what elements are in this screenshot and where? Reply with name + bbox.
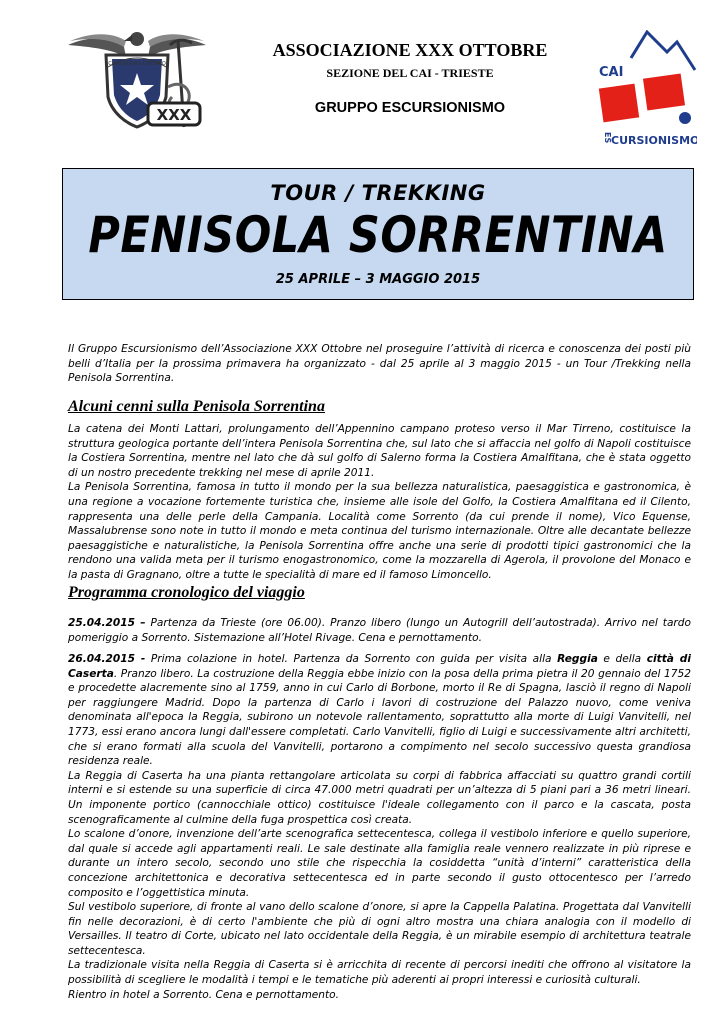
intro-paragraph: Il Gruppo Escursionismo dell’Associazione XXX Ottobre nel proseguire l’attività di ricerca e conoscenza dei posti più belli d’Italia per la prossima primavera ha organizzato - dal 25 aprile al 3 maggio 2015 - un Tour /Trekking nella Penisola Sorrentina. (68, 343, 691, 385)
day2-text-a: Prima colazione in hotel. Partenza da Sorrento con guida per visita alla (145, 653, 558, 665)
title-banner (62, 168, 694, 300)
banner-title: PENISOLA SORRENTINA (88, 207, 668, 265)
day2-p5: La tradizionale visita nella Reggia di Caserta si è arricchita di recente di percorsi inediti che offrono al visitatore la possibilità di scegliere le modalità i tempi e le tematiche più aderenti ai propri interessi e curiosità culturali. (68, 959, 691, 987)
association-name: ASSOCIAZIONE XXX OTTOBRE (272, 40, 548, 60)
cai-eagle-logo (66, 27, 208, 137)
section-name: SEZIONE DEL CAI - TRIESTE (326, 66, 494, 80)
banner-subtitle: TOUR / TREKKING (270, 181, 486, 205)
day2-text-b: e della (597, 653, 647, 665)
section-penisola-p2: La Penisola Sorrentina, famosa in tutto il mondo per la sua bellezza naturalistica, paesaggistica e gastronomica, è una regione a vocazione fortemente turistica che, insieme alle isole del Golfo, la Costiera Amalfitana ed il Cilento, rappresenta una delle perle della Campania. Località come Sorrento (da cui prende il nome), Vico Equense, Massalubrense sono note in tutto il mondo e meta continua del turismo internazionale. Oltre alle decantate bellezze paesaggistiche e naturalistiche, la Penisola Sorrentina offre anche una serie di prodotti tipici gastronomici che la rendono una valida meta per il turismo enogastronomico, come la mozzarella di Agerola, il provolone del Monaco e la pasta di Gragnano, oltre a tutte le specialità di mare ed il famoso Limoncello. (68, 481, 691, 581)
es-label: ES (603, 132, 612, 144)
day2-p6: Rientro in hotel a Sorrento. Cena e pernottamento. (68, 988, 339, 1001)
cai-logo-text: CLUB ALPINO ITALIANO (108, 61, 166, 67)
day1-date: 25.04.2015 – (68, 617, 146, 629)
day1-text: Partenza da Trieste (ore 06.00). Pranzo libero (lungo un Autogrill dell’autostrada). Arrivo nel tardo pomeriggio a Sorrento. Sistemazione all’Hotel Rivage. Cena e pernottamento. (68, 617, 691, 644)
section-penisola-p1: La catena dei Monti Lattari, prolungamento dell’Appennino campano proteso verso il Mar Tirreno, costituisce la struttura geologica portante dell’intera Penisola Sorrentina che, sul lato che si affaccia nel golfo di Napoli costituisce la Costiera Sorrentina, mentre nel lato che dà sul golfo di Salerno forma la Costiera Amalfitana, che è stata oggetto di un nostro precedente trekking nel mese di aprile 2011. (68, 423, 691, 479)
section-heading-penisola: Alcuni cenni sulla Penisola Sorrentina (68, 398, 325, 415)
cursionismo-label: CURSIONISMO (611, 134, 697, 147)
section-heading-programma: Programma cronologico del viaggio (68, 584, 305, 601)
day-25-04 (68, 616, 691, 645)
day2-citta: città di Caserta (68, 653, 692, 680)
banner-dates: 25 APRILE – 3 MAGGIO 2015 (275, 272, 481, 287)
day2-p2: La Reggia di Caserta ha una pianta rettangolare articolata su corpi di fabbrica affacciati su quattro grandi cortili interni e si estende su una superficie di circa 47.000 metri quadrati per un’altezza di 5 piani pari a 36 metri lineari. Un imponente portico (cannocchiale ottico) costituisce l'ideale collegamento con il parco e la cascata, posta scenograficamente al culmine della fuga prospettica così creata. (68, 769, 691, 826)
day2-p4: Sul vestibolo superiore, di fronte al vano dello scalone d’onore, si apre la Cappella Palatina. Progettata dal Vanvitelli fin nelle decorazioni, è di certo l'ambiente che più di ogni altro mostra una chiara analogia con il modello di Versailles. Il teatro di Corte, ubicato nel lato occidentale della Reggia, è un mirabile esempio di architettura teatrale settecentesca. (68, 901, 691, 957)
section-penisola-body (68, 422, 691, 583)
day2-date: 26.04.2015 - (68, 653, 146, 665)
day-26-04 (68, 652, 691, 1002)
xxx-badge-text: XXX (156, 106, 192, 124)
cai-escursionismo-logo (597, 30, 697, 148)
day2-reggia: Reggia (557, 653, 598, 665)
day2-p3: Lo scalone d’onore, invenzione dell’arte scenografica settecentesca, collega il vestibolo inferiore e quello superiore, dal quale si accede agli appartamenti reali. Le sale destinate alla famiglia reale vennero realizzate in più riprese e durante un intero secolo, secondo uno stile che rispecchia la cosiddetta “unità d’interni” caratteristica della concezione architettonica e decorativa settecentesca ed in parte secondo il gusto ottocentesco per l’arredo composito e l’oggettistica minuta. (68, 828, 691, 899)
cai-label: CAI (599, 65, 624, 80)
group-name: GRUPPO ESCURSIONISMO (314, 100, 506, 116)
day2-text-c: . Pranzo libero. La costruzione della Reggia ebbe inizio con la posa della prima pietra il 20 gennaio del 1752 e procedette alacremente sino al 1759, anno in cui Carlo di Borbone, morto il Re di Spagna, lasciò il regno di Napoli per raggiungere Madrid. Dopo la partenza di Carlo i lavori di costruzione del Palazzo nuovo, come veniva denominata all'epoca la Reggia, subirono un notevole rallentamento, soprattutto alla morte di Luigi Vanvitelli, nel 1773, essi erano ancora lungi dall'essere completati. Carlo Vanvitelli, figlio di Luigi e successivamente altri architetti, che si erano formati alla scuola del Vanvitelli, portarono a compimento nel secolo successivo questa grandiosa residenza reale. (68, 667, 691, 768)
